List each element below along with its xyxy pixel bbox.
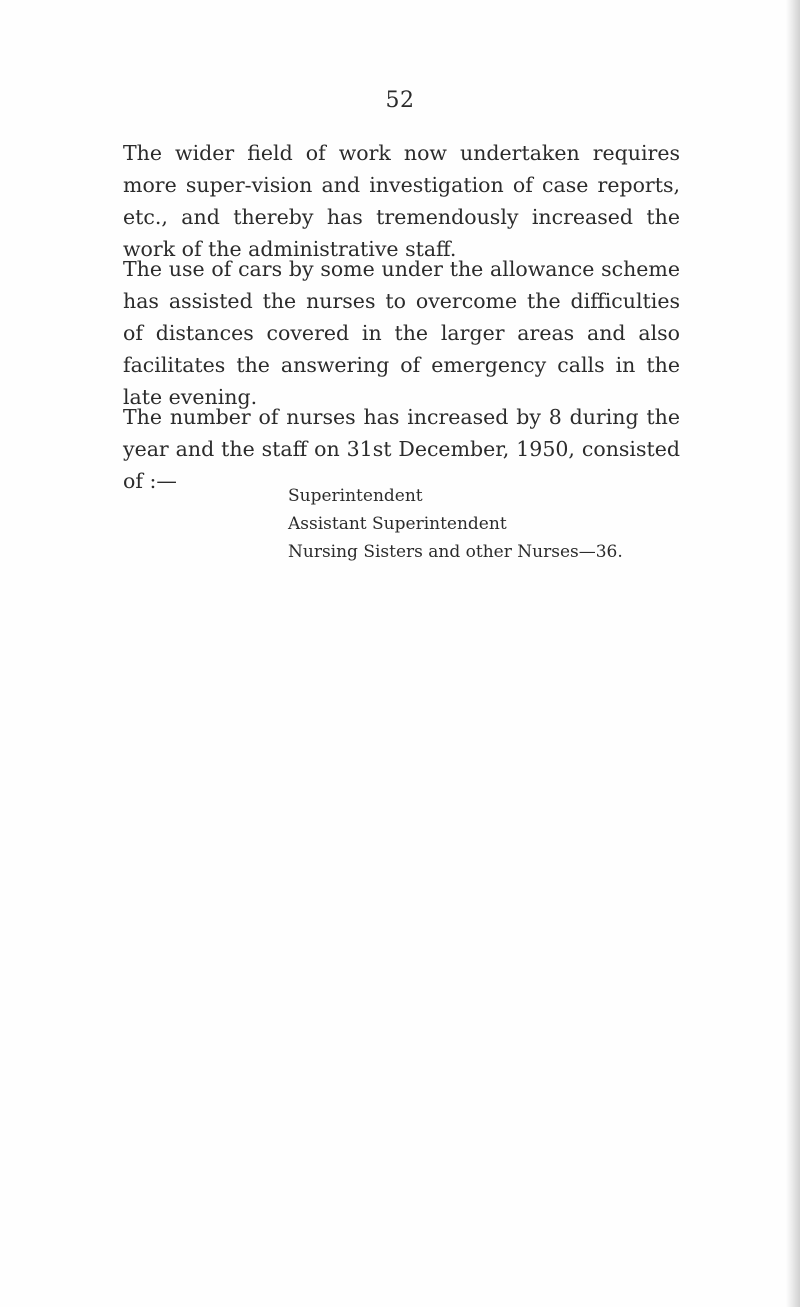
staff-list xyxy=(288,482,623,566)
paragraph-car-allowance: The use of cars by some under the allowance scheme has assisted the nurses to overcome the difficulties of distances covered in the larger areas and also facilitates the answering of emergency calls in the late evening. xyxy=(123,257,680,409)
page-number: 52 xyxy=(385,88,415,113)
scan-edge-shadow xyxy=(786,0,800,1307)
staff-item-assistant-superintendent: Assistant Superintendent xyxy=(288,514,507,534)
paragraph-nurse-numbers: The number of nurses has increased by 8 during the year and the staff on 31st December, 1950, consisted of :— xyxy=(123,405,680,493)
staff-item-superintendent: Superintendent xyxy=(288,486,423,506)
staff-item-nursing-sisters: Nursing Sisters and other Nurses—36. xyxy=(288,542,623,562)
paragraph-administrative-work: The wider field of work now undertaken requires more super-vision and investigation of case reports, etc., and thereby has tremendously increased the work of the administrative staff. xyxy=(123,141,680,261)
